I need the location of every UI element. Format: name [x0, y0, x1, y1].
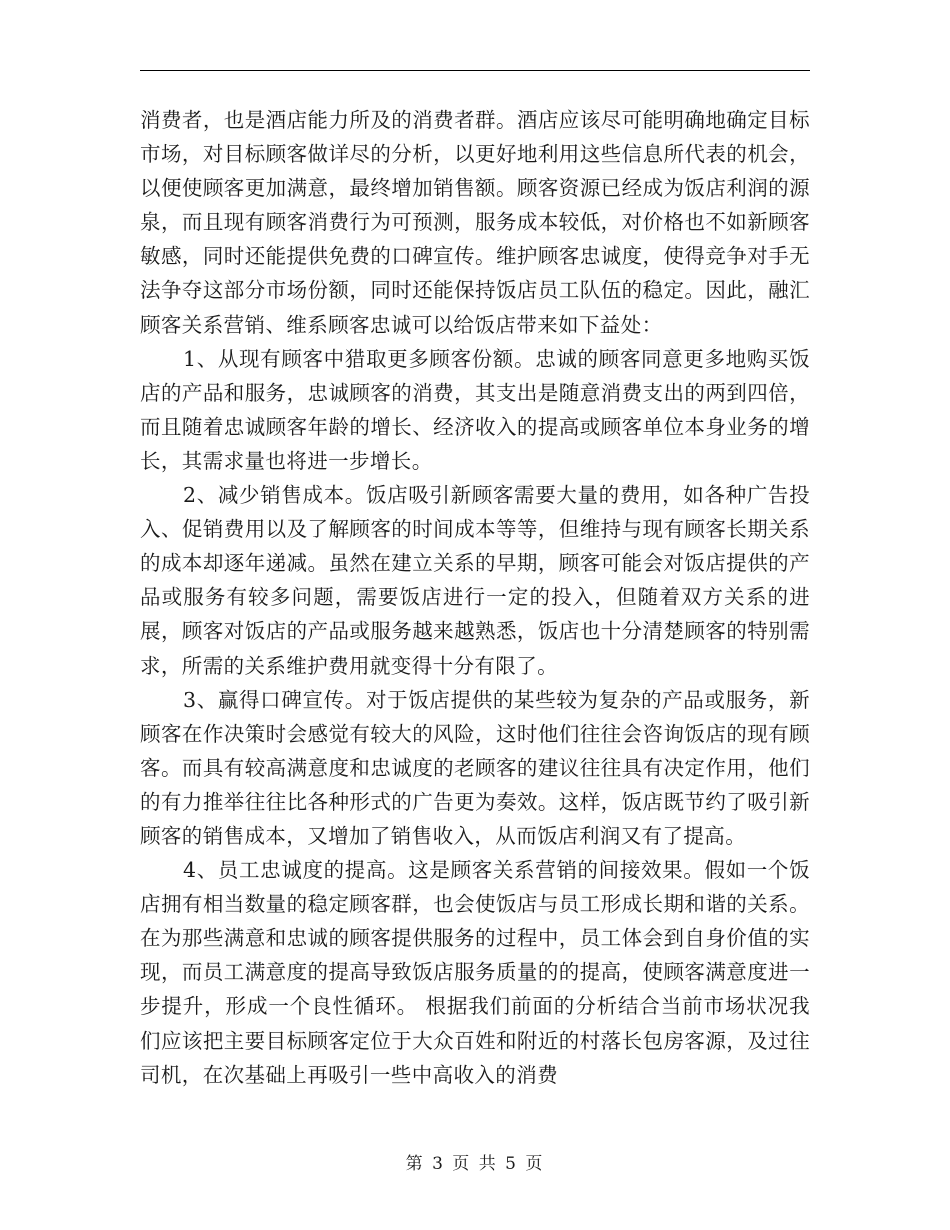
paragraph-point-4: 4、员工忠诚度的提高。这是顾客关系营销的间接效果。假如一个饭店拥有相当数量的稳定顾客群，也会使饭店与员工形成长期和谐的关系。在为那些满意和忠诚的顾客提供服务的过程中，员工体会到自身价值的实现，而员工满意度的提高导致饭店服务质量的的提高，使顾客满意度进一步提升，形成一个良性循环。 根据我们前面的分析结合当前市场状况我们应该把主要目标顾客定位于大众百姓和附近的村落长包房客源，及过往司机，在次基础上再吸引一些中高收入的消费: [140, 858, 810, 1087]
paragraph-intro: 消费者，也是酒店能力所及的消费者群。酒店应该尽可能明确地确定目标市场，对目标顾客做详尽的分析，以更好地利用这些信息所代表的机会，以便使顾客更加满意，最终增加销售额。顾客资源已经成为饭店利润的源泉，而且现有顾客消费行为可预测，服务成本较低，对价格也不如新顾客敏感，同时还能提供免费的口碑宣传。维护顾客忠诚度，使得竞争对手无法争夺这部分市场份额，同时还能保持饭店员工队伍的稳定。因此，融汇顾客关系营销、维系顾客忠诚可以给饭店带来如下益处：: [140, 108, 810, 337]
paragraph-point-1: 1、从现有顾客中猎取更多顾客份额。忠诚的顾客同意更多地购买饭店的产品和服务，忠诚顾客的消费，其支出是随意消费支出的两到四倍，而且随着忠诚顾客年龄的增长、经济收入的提高或顾客单位本身业务的增长，其需求量也将进一步增长。: [140, 346, 810, 473]
header-rule: [140, 70, 810, 71]
paragraph-point-2: 2、减少销售成本。饭店吸引新顾客需要大量的费用，如各种广告投入、促销费用以及了解顾客的时间成本等等，但维持与现有顾客长期关系的成本却逐年递减。虽然在建立关系的早期，顾客可能会对饭店提供的产品或服务有较多问题，需要饭店进行一定的投入，但随着双方关系的进展，顾客对饭店的产品或服务越来越熟悉，饭店也十分清楚顾客的特别需求，所需的关系维护费用就变得十分有限了。: [140, 483, 810, 678]
page-number-footer: 第 3 页 共 5 页: [405, 1154, 545, 1174]
paragraph-point-3: 3、赢得口碑宣传。对于饭店提供的某些较为复杂的产品或服务，新顾客在作决策时会感觉有较大的风险，这时他们往往会咨询饭店的现有顾客。而具有较高满意度和忠诚度的老顾客的建议往往具有决定作用，他们的有力推举往往比各种形式的广告更为奏效。这样，饭店既节约了吸引新顾客的销售成本，又增加了销售收入，从而饭店利润又有了提高。: [140, 687, 810, 848]
document-body: [140, 103, 810, 1092]
